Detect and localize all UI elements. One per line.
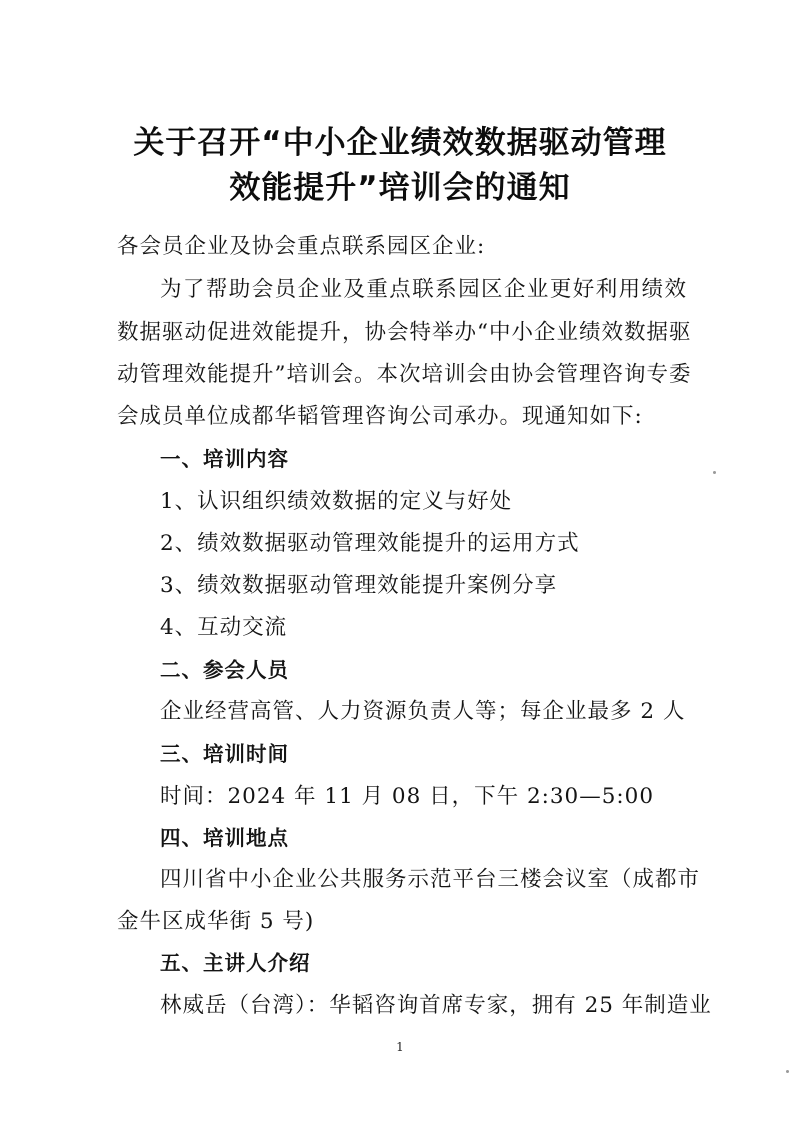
section-5-body-line-1: 林威岳（台湾）：华韬咨询首席专家，拥有 25 年制造业 xyxy=(160,993,712,1018)
intro-line-2: 数据驱动促进效能提升，协会特举办“中小企业绩效数据驱 xyxy=(117,320,692,345)
section-3-body: 时间：2024 年 11 月 08 日，下午 2:30—5:00 xyxy=(160,784,654,809)
section-3-heading: 三、培训时间 xyxy=(160,742,289,766)
document-title-line-2: 效能提升”培训会的通知 xyxy=(229,170,571,206)
section-4-body-line-2: 金牛区成华街 5 号) xyxy=(117,909,315,934)
section-2-body: 企业经营高管、人力资源负责人等；每企业最多 2 人 xyxy=(160,699,686,724)
section-1-item-4: 4、互动交流 xyxy=(160,615,288,640)
section-4-heading: 四、培训地点 xyxy=(160,826,289,850)
intro-line-1: 为了帮助会员企业及重点联系园区企业更好利用绩效 xyxy=(160,277,687,302)
section-1-item-3: 3、绩效数据驱动管理效能提升案例分享 xyxy=(160,573,558,598)
document-title-line-1: 关于召开“中小企业绩效数据驱动管理 xyxy=(133,125,667,161)
section-5-heading: 五、主讲人介绍 xyxy=(160,951,311,975)
section-4-body-line-1: 四川省中小企业公共服务示范平台三楼会议室（成都市 xyxy=(160,867,701,892)
scan-speck xyxy=(713,471,716,474)
section-1-item-1: 1、认识组织绩效数据的定义与好处 xyxy=(160,489,513,514)
section-1-heading: 一、培训内容 xyxy=(160,447,289,471)
page-number: 1 xyxy=(396,1040,404,1054)
section-1-item-2: 2、绩效数据驱动管理效能提升的运用方式 xyxy=(160,531,580,556)
scan-speck xyxy=(786,1070,789,1073)
intro-line-4: 会成员单位成都华韬管理咨询公司承办。现通知如下: xyxy=(117,404,643,429)
section-2-heading: 二、参会人员 xyxy=(160,658,289,682)
intro-line-3: 动管理效能提升”培训会。本次培训会由协会管理咨询专委 xyxy=(117,362,692,387)
salutation: 各会员企业及协会重点联系园区企业: xyxy=(117,234,486,259)
